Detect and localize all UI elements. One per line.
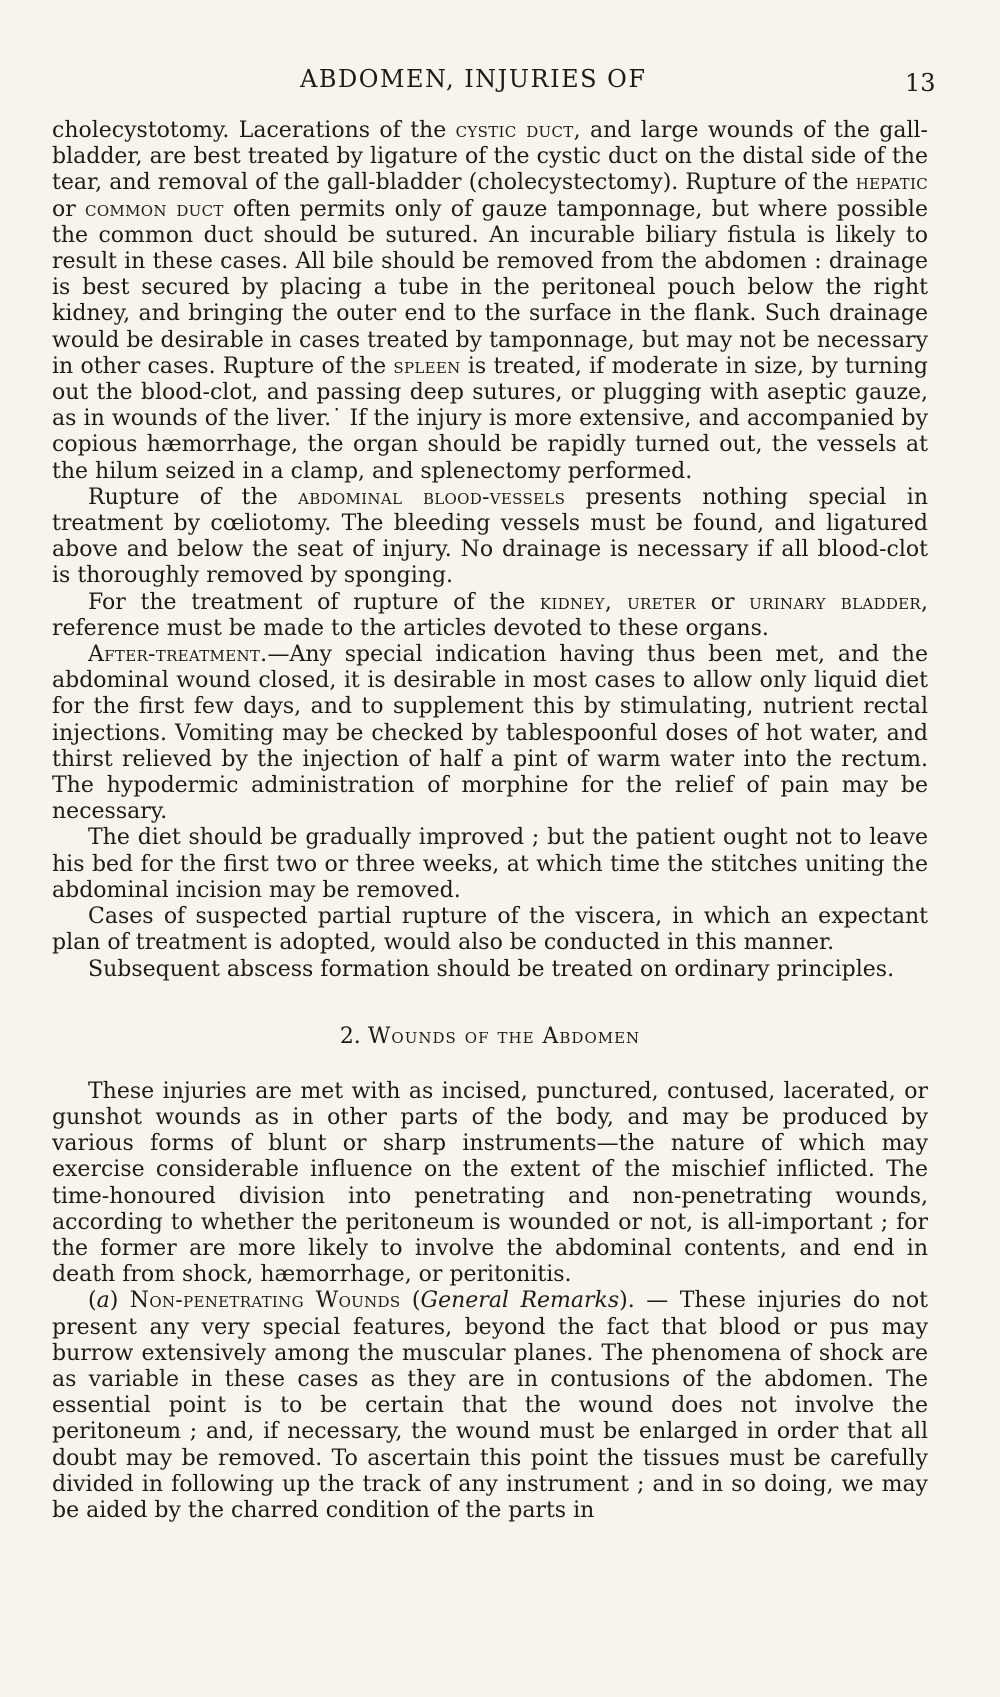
paragraph-group-wounds <box>52 1079 928 1524</box>
section-title: Wounds of the Abdomen <box>367 1023 641 1049</box>
paragraph <box>52 642 928 825</box>
text-run: These injuries are met with as incised, punctured, contused, lacerated, or gunshot wounds as in other parts of the body, and may be produced by various forms of blunt or sharp instruments—the nature of which may exercise considerable influence on the extent of the mischief inflicted. The time-honoured division into penetrating and non-penetrating wounds, according to whether the peritoneum is wounded or not, is all-important ; for the former are more likely to involve the abdominal contents, and end in death from shock, hæmorrhage, or peritonitis. <box>52 1078 928 1288</box>
text-run: or <box>696 589 750 615</box>
text-run: Cases of suspected partial rupture of the viscera, in which an expectant plan of treatment is adopted, would also be conducted in this manner. <box>52 904 928 956</box>
paragraph-group-continued <box>52 118 928 983</box>
text-run: , and large wounds of the gall-bladder, are best treated by ligature of the cystic duct on the distal side of the tear, and removal of the gall-bladder (cholecystectomy). Rupture of the <box>52 118 928 196</box>
text-run: —Any special indication having thus been met, and the abdominal wound closed, it is desirable in most cases to allow only liquid diet for the first few days, and to supplement this by stimulating, nutrient rectal injections. Vomiting may be checked by tablespoonful doses of hot water, and thirst relieved by the injection of half a pint of warm water into the rectum. The hypodermic administration of morphine for the relief of pain may be necessary. <box>52 642 928 825</box>
section-heading <box>52 1023 928 1051</box>
italic-term: General Remarks <box>420 1288 620 1314</box>
text-run: ). — These injuries do not present any very special features, beyond the fact that blood or pus may burrow extensively among the muscular planes. The phenomena of shock are as variable in these cases as they are in contusions of the abdomen. The essential point is to be certain that the wound does not involve the peritoneum ; and, if necessary, the wound must be enlarged in order that all doubt may be removed. To ascertain this point the tissues must be carefully divided in following up the track of any instrument ; and in so doing, we may be aided by the charred condition of the parts in <box>52 1288 928 1523</box>
running-head: ABDOMEN, INJURIES OF <box>300 65 647 93</box>
text-run: ( <box>400 1288 421 1314</box>
italic-term: a <box>96 1288 110 1314</box>
text-run: often permits only of gauze tamponnage, but where possible the common duct should be sutured. An incurable biliary fistula is likely to result in these cases. All bile should be removed from the abdomen : drainage is best secured by placing a tube in the peritoneal pouch below the right kidney, and bringing the outer end to the surface in the flank. Such drainage would be desirable in cases treated by tamponnage, but may not be necessary in other cases. Rupture of the <box>52 196 928 379</box>
paragraph <box>52 485 928 590</box>
small-caps-term: Non-penetrating Wounds <box>129 1288 401 1314</box>
paragraph <box>52 825 928 904</box>
small-caps-term: cystic duct <box>455 118 574 143</box>
paragraph <box>52 118 928 485</box>
section-number: 2. <box>339 1023 361 1049</box>
text-run: cholecystotomy. Lacerations of the <box>52 118 456 143</box>
text-run: , reference must be made to the articles devoted to these organs. <box>52 589 928 641</box>
page-number: 13 <box>905 69 936 97</box>
paragraph <box>52 1079 928 1289</box>
small-caps-term: kidney, ureter <box>539 589 697 615</box>
text-run: The diet should be gradually improved ; but the patient ought not to leave his bed for the first two or three weeks, at which time the stitches uniting the abdominal incision may be removed. <box>52 825 928 903</box>
text-run: Rupture of the <box>88 484 299 510</box>
paragraph <box>52 1288 928 1524</box>
text-run: is treated, if moderate in size, by turning out the blood-clot, and passing deep sutures, or plugging with aseptic gauze, as in wounds of the liver.˙ If the injury is more extensive, and accompanied by copious hæmorrhage, the organ should be rapidly turned out, the vessels at the hilum seized in a clamp, and splenectomy performed. <box>52 353 928 484</box>
text-run: ) <box>109 1288 130 1314</box>
small-caps-term: common duct <box>85 196 224 222</box>
small-caps-term: spleen <box>393 353 461 379</box>
text-run: For the treatment of rupture of the <box>88 589 540 615</box>
text-run: ( <box>88 1288 97 1314</box>
text-run: Subsequent abscess formation should be treated on ordinary principles. <box>88 956 895 982</box>
text-run: presents nothing special in treatment by cœliotomy. The bleeding vessels must be found, and ligatured above and below the seat of injury. No drainage is necessary if all blood-clot is thoroughly removed by sponging. <box>52 484 928 589</box>
small-caps-term: abdominal blood-vessels <box>298 484 566 510</box>
body-text <box>52 118 928 1524</box>
paragraph <box>52 904 928 956</box>
paragraph <box>52 957 928 983</box>
small-caps-term: hepatic <box>855 170 928 196</box>
small-caps-term: After-treatment. <box>88 642 268 668</box>
small-caps-term: urinary bladder <box>749 589 921 615</box>
text-run: or <box>52 196 86 222</box>
paragraph <box>52 590 928 642</box>
